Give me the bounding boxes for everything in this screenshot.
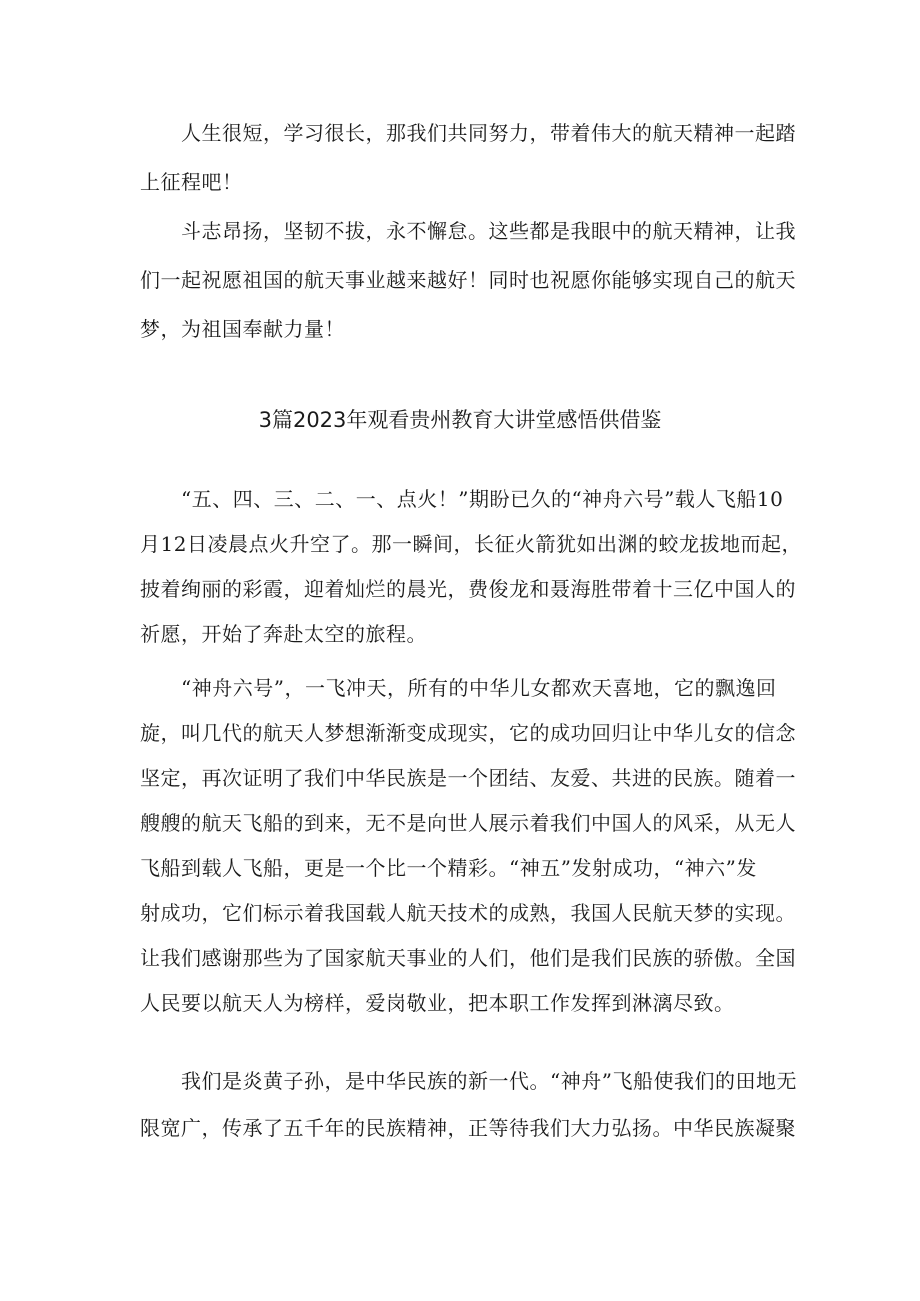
section-paragraph-2-line-6: 射成功，它们标示着我国载人航天技术的成熟，我国人民航天梦的实现。 [140, 901, 796, 925]
paragraph-2-line-2: 们一起祝愿祖国的航天事业越来越好！同时也祝愿你能够实现自己的航天 [140, 268, 796, 292]
paragraph-1-line-2: 上征程吧！ [140, 170, 243, 194]
section-paragraph-2-line-7: 让我们感谢那些为了国家航天事业的人们，他们是我们民族的骄傲。全国 [140, 946, 796, 970]
paragraph-2-line-3: 梦，为祖国奉献力量！ [140, 317, 345, 341]
section-paragraph-2-line-2: 旋，叫几代的航天人梦想渐渐变成现实，它的成功回归让中华儿女的信念 [140, 721, 796, 745]
section-paragraph-3-line-2: 限宽广，传承了五千年的民族精神，正等待我们大力弘扬。中华民族凝聚 [140, 1116, 796, 1140]
section-paragraph-3-line-1: 我们是炎黄子孙，是中华民族的新一代。“神舟”飞船使我们的田地无 [140, 1069, 797, 1093]
paragraph-1-line-1: 人生很短，学习很长，那我们共同努力，带着伟大的航天精神一起踏 [140, 121, 796, 145]
section-heading: 3篇2023年观看贵州教育大讲堂感悟供借鉴 [258, 408, 662, 432]
section-paragraph-1-line-4: 祈愿，开始了奔赴太空的旅程。 [140, 622, 427, 646]
section-paragraph-1-line-2: 月12日凌晨点火升空了。那一瞬间，长征火箭犹如出渊的蛟龙拔地而起， [140, 532, 802, 556]
section-paragraph-2-line-3: 坚定，再次证明了我们中华民族是一个团结、友爱、共进的民族。随着一 [140, 766, 796, 790]
section-paragraph-1-line-3: 披着绚丽的彩霞，迎着灿烂的晨光，费俊龙和聂海胜带着十三亿中国人的 [140, 577, 796, 601]
section-paragraph-1-line-1: “五、四、三、二、一、点火！”期盼已久的“神舟六号”载人飞船10 [140, 487, 784, 511]
section-paragraph-2-line-4: 艘艘的航天飞船的到来，无不是向世人展示着我们中国人的风采，从无人 [140, 811, 796, 835]
section-paragraph-2-line-5: 飞船到载人飞船，更是一个比一个精彩。“神五”发射成功，“神六”发 [140, 856, 757, 880]
paragraph-2-line-1: 斗志昂扬，坚韧不拔，永不懈怠。这些都是我眼中的航天精神，让我 [140, 219, 796, 243]
section-paragraph-2-line-8: 人民要以航天人为榜样，爱岗敬业，把本职工作发挥到淋漓尽致。 [140, 991, 735, 1015]
section-paragraph-2-line-1: “神舟六号”，一飞冲天，所有的中华儿女都欢天喜地，它的飘逸回 [140, 676, 777, 700]
